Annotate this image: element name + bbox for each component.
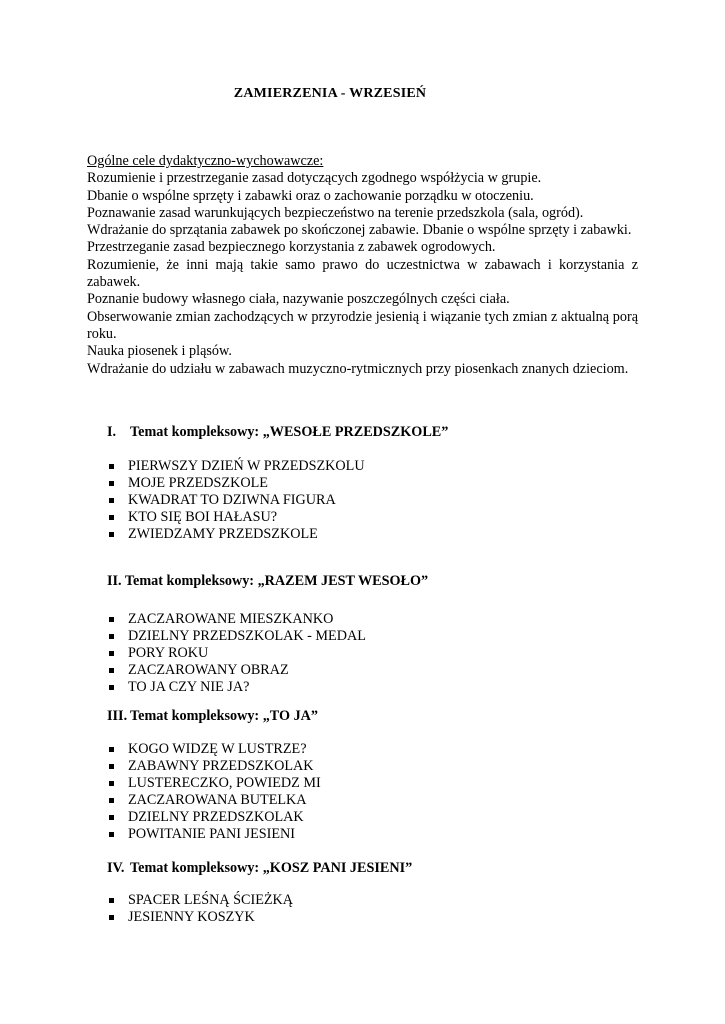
goal-item: Poznawanie zasad warunkujących bezpieczeństwo na terenie przedszkola (sala, ogród). (87, 204, 584, 221)
section-2 (107, 573, 647, 696)
topic-label: SPACER LEŚNĄ ŚCIEŻKĄ (128, 892, 294, 908)
section-title-text: Temat kompleksowy: „KOSZ PANI JESIENI” (130, 860, 413, 876)
section-title (107, 860, 647, 877)
goal-item: Dbanie o wspólne sprzęty i zabawki oraz o zachowanie porządku w otoczeniu. (87, 187, 534, 204)
topic-label: ZACZAROWANA BUTELKA (128, 792, 307, 808)
section-title-text: Temat kompleksowy: „WESOŁE PRZEDSZKOLE” (130, 424, 449, 440)
bullet-icon (109, 815, 114, 820)
topic-label: ZACZAROWANE MIESZKANKO (128, 611, 334, 627)
bullet-icon (109, 764, 114, 769)
list-item (107, 679, 647, 696)
topic-label: DZIELNY PRZEDSZKOLAK - MEDAL (128, 628, 366, 644)
bullet-icon (109, 498, 114, 503)
topic-label: JESIENNY KOSZYK (128, 909, 255, 925)
list-item (107, 892, 647, 909)
topic-label: TO JA CZY NIE JA? (128, 679, 250, 695)
document-title: ZAMIERZENIA - WRZESIEŃ (233, 86, 427, 101)
section-title-text: Temat kompleksowy: „TO JA” (130, 708, 319, 724)
list-item (107, 526, 647, 543)
section-title-text: Temat kompleksowy: „RAZEM JEST WESOŁO” (124, 573, 429, 589)
topic-list (107, 892, 647, 926)
topic-label: MOJE PRZEDSZKOLE (128, 475, 268, 491)
goal-item: Obserwowanie zmian zachodzących w przyrodzie jesienią i wiązanie tych zmian z aktualną porą roku. (87, 308, 638, 342)
goals-heading: Ogólne cele dydaktyczno-wychowawcze: (87, 153, 324, 169)
section-number: IV. (107, 860, 125, 876)
topic-label: PORY ROKU (128, 645, 209, 661)
bullet-icon (109, 634, 114, 639)
list-item (107, 809, 647, 826)
list-item (107, 509, 647, 526)
bullet-icon (109, 898, 114, 903)
topic-label: POWITANIE PANI JESIENI (128, 826, 295, 842)
topic-list (107, 741, 647, 843)
topic-label: LUSTERECZKO, POWIEDZ MI (128, 775, 321, 791)
list-item (107, 611, 647, 628)
list-item (107, 492, 647, 509)
topic-label: PIERWSZY DZIEŃ W PRZEDSZKOLU (128, 458, 365, 474)
topic-label: ZWIEDZAMY PRZEDSZKOLE (128, 526, 318, 542)
bullet-icon (109, 668, 114, 673)
bullet-icon (109, 685, 114, 690)
topic-label: KTO SIĘ BOI HAŁASU? (128, 509, 278, 525)
goal-item: Rozumienie i przestrzeganie zasad dotyczących zgodnego współżycia w grupie. (87, 170, 542, 187)
list-item (107, 662, 647, 679)
goal-item: Przestrzeganie zasad bezpiecznego korzystania z zabawek ogrodowych. (87, 239, 496, 256)
list-item (107, 758, 647, 775)
bullet-icon (109, 481, 114, 486)
section-number: II. (107, 573, 122, 589)
goal-item: Wdrażanie do sprzątania zabawek po skończonej zabawie. Dbanie o wspólne sprzęty i zabawki. (87, 222, 632, 239)
topic-label: KOGO WIDZĘ W LUSTRZE? (128, 741, 307, 757)
goal-item: Nauka piosenek i pląsów. (87, 343, 232, 360)
bullet-icon (109, 747, 114, 752)
section-title (107, 573, 647, 590)
list-item (107, 645, 647, 662)
list-item (107, 628, 647, 645)
list-item (107, 741, 647, 758)
topic-list (107, 611, 647, 696)
topic-label: ZACZAROWANY OBRAZ (128, 662, 289, 678)
section-title (107, 424, 647, 441)
goals-block (87, 153, 638, 378)
section-4 (107, 860, 647, 926)
section-number: I. (107, 424, 117, 440)
bullet-icon (109, 515, 114, 520)
section-1 (107, 424, 647, 543)
topic-list (107, 458, 647, 543)
bullet-icon (109, 915, 114, 920)
bullet-icon (109, 464, 114, 469)
section-number: III. (107, 708, 128, 724)
bullet-icon (109, 832, 114, 837)
bullet-icon (109, 532, 114, 537)
list-item (107, 458, 647, 475)
list-item (107, 792, 647, 809)
bullet-icon (109, 617, 114, 622)
topic-label: DZIELNY PRZEDSZKOLAK (128, 809, 304, 825)
topic-label: KWADRAT TO DZIWNA FIGURA (128, 492, 336, 508)
section-title (107, 708, 647, 725)
list-item (107, 475, 647, 492)
section-3 (107, 708, 647, 843)
bullet-icon (109, 798, 114, 803)
goal-item: Poznanie budowy własnego ciała, nazywanie poszczególnych części ciała. (87, 291, 510, 308)
list-item (107, 909, 647, 926)
list-item (107, 775, 647, 792)
topic-label: ZABAWNY PRZEDSZKOLAK (128, 758, 314, 774)
bullet-icon (109, 781, 114, 786)
goal-item: Wdrażanie do udziału w zabawach muzyczno-rytmicznych przy piosenkach znanych dzieciom. (87, 360, 629, 377)
list-item (107, 826, 647, 843)
bullet-icon (109, 651, 114, 656)
goal-item: Rozumienie, że inni mają takie samo prawo do uczestnictwa w zabawach i korzystania z zabawek. (87, 256, 638, 291)
